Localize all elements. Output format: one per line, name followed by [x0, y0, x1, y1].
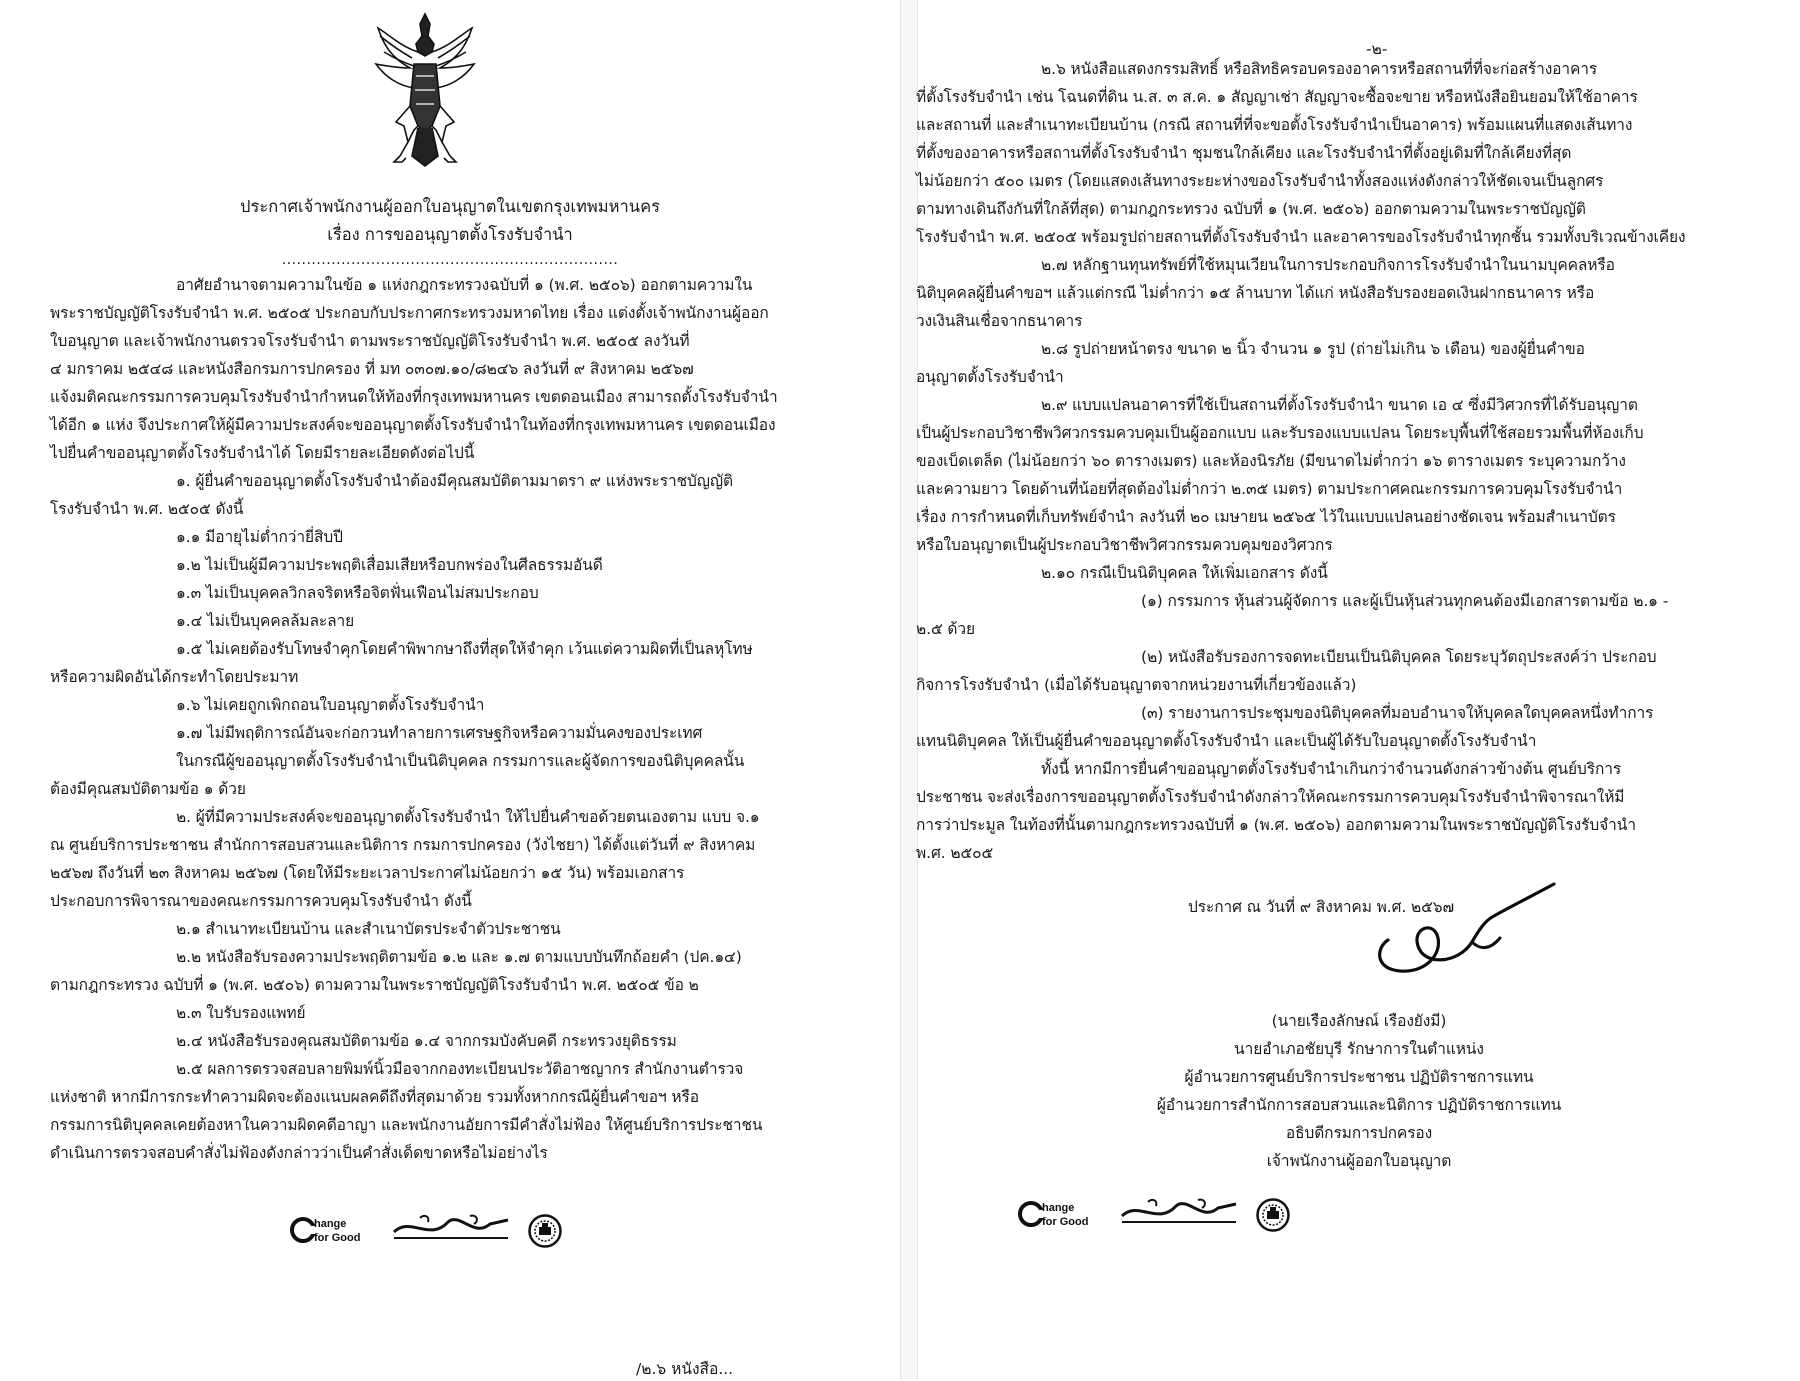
body-line: และความยาว โดยด้านที่น้อยที่สุดต้องไม่ต่ำกว่า ๒.๓๕ เมตร) ตามประกาศคณะกรรมการควบคุมโรงรับจำนำ	[916, 480, 1623, 498]
body-line: โรงรับจำนำ พ.ศ. ๒๕๐๕ พร้อมรูปถ่ายสถานที่ตั้งโรงรับจำนำ และอาคารของโรงรับจำนำทุกชั้น รวมทั้งบริเวณข้างเคียง	[916, 228, 1686, 246]
body-line: ๑.๓ ไม่เป็นบุคคลวิกลจริตหรือจิตฟั่นเฟือนไม่สมประกอบ	[176, 584, 539, 602]
body-line: (๑) กรรมการ หุ้นส่วนผู้จัดการ และผู้เป็นหุ้นส่วนทุกคนต้องมีเอกสารตามข้อ ๒.๑ -	[1141, 592, 1669, 610]
body-line: (๒) หนังสือรับรองการจดทะเบียนเป็นนิติบุคคล โดยระบุวัตถุประสงค์ว่า ประกอบ	[1141, 648, 1657, 666]
body-line: อาศัยอำนาจตามความในข้อ ๑ แห่งกฎกระทรวงฉบับที่ ๑ (พ.ศ. ๒๕๐๖) ออกตามความใน	[176, 276, 753, 294]
body-line: ได้อีก ๑ แห่ง จึงประกาศให้ผู้มีความประสงค์จะขออนุญาตตั้งโรงรับจำนำในท้องที่กรุงเทพมหานคร เขตดอนเมือง	[50, 416, 776, 434]
body-line: ๔ มกราคม ๒๕๔๘ และหนังสือกรมการปกครอง ที่ มท ๐๓๐๗.๑๐/๘๒๔๖ ลงวันที่ ๙ สิงหาคม ๒๕๖๗	[50, 360, 694, 378]
body-line: ๒.๕ ด้วย	[916, 620, 975, 638]
dopa-slogan-logo-icon	[1118, 1196, 1240, 1232]
body-line: แห่งชาติ หากมีการกระทำความผิดจะต้องแนบผลคดีถึงที่สุดมาด้วย รวมทั้งหากกรณีผู้ยื่นคำขอฯ หรือ	[50, 1088, 699, 1106]
body-line: ๒.๓ ใบรับรองแพทย์	[176, 1004, 306, 1022]
body-line: ๑.๗ ไม่มีพฤติการณ์อันจะก่อกวนทำลายการเศรษฐกิจหรือความมั่นคงของประเทศ	[176, 724, 703, 742]
garuda-emblem-icon	[370, 6, 480, 176]
logo-text-change: hange	[1042, 1202, 1075, 1214]
signer-position: เจ้าพนักงานผู้ออกใบอนุญาต	[1266, 1152, 1452, 1170]
signer-position: ผู้อำนวยการสำนักการสอบสวนและนิติการ ปฏิบัติราชการแทน	[1156, 1096, 1562, 1114]
dopa-seal-icon	[528, 1214, 562, 1248]
body-line: ตามทางเดินถึงกันที่ใกล้ที่สุด) ตามกฎกระทรวง ฉบับที่ ๑ (พ.ศ. ๒๕๐๖) ออกตามความในพระราชบัญญัติ	[916, 200, 1586, 218]
body-line: ๒.๑๐ กรณีเป็นนิติบุคคล ให้เพิ่มเอกสาร ดังนี้	[1041, 564, 1328, 582]
signer-position: อธิบดีกรมการปกครอง	[1285, 1124, 1433, 1142]
body-line: เป็นผู้ประกอบวิชาชีพวิศวกรรมควบคุมเป็นผู้ออกแบบ และรับรองแบบแปลน โดยระบุพื้นที่ใช้สอยรวมพื้นที่ห้องเก็บ	[916, 424, 1644, 442]
body-line: เรื่อง การกำหนดที่เก็บทรัพย์จำนำ ลงวันที่ ๒๐ เมษายน ๒๕๖๕ ไว้ในแบบแปลนอย่างชัดเจน พร้อมสำเนาบัตร	[916, 508, 1616, 526]
body-line: ประชาชน จะส่งเรื่องการขออนุญาตตั้งโรงรับจำนำดังกล่าวให้คณะกรรมการควบคุมโรงรับจำนำพิจารณาให้มี	[916, 788, 1625, 806]
announcement-date: ประกาศ ณ วันที่ ๙ สิงหาคม พ.ศ. ๒๕๖๗	[1188, 898, 1455, 916]
body-line: กรรมการนิติบุคคลเคยต้องหาในความผิดคดีอาญา และพนักงานอัยการมีคำสั่งไม่ฟ้อง ให้ศูนย์บริการประชาชน	[50, 1116, 763, 1134]
body-line: โรงรับจำนำ พ.ศ. ๒๕๐๕ ดังนี้	[50, 500, 244, 518]
change-for-good-logo-icon	[290, 1214, 378, 1246]
body-line: (๓) รายงานการประชุมของนิติบุคคลที่มอบอำนาจให้บุคคลใดบุคคลหนึ่งทำการ	[1141, 704, 1654, 722]
body-line: ๒.๕ ผลการตรวจสอบลายพิมพ์นิ้วมือจากกองทะเบียนประวัติอาชญากร สำนักงานตำรวจ	[176, 1060, 744, 1078]
body-line: การว่าประมูล ในท้องที่นั้นตามกฎกระทรวงฉบับที่ ๑ (พ.ศ. ๒๕๐๖) ออกตามความในพระราชบัญญัติโรงรับจำนำ	[916, 816, 1636, 834]
body-line: ๑.๒ ไม่เป็นผู้มีความประพฤติเสื่อมเสียหรือบกพร่องในศีลธรรมอันดี	[176, 556, 603, 574]
signature-icon	[1368, 880, 1558, 990]
announcement-title: ประกาศเจ้าพนักงานผู้ออกใบอนุญาตในเขตกรุงเทพมหานคร	[240, 197, 660, 216]
body-line: นิติบุคคลผู้ยื่นคำขอฯ แล้วแต่กรณี ไม่ต่ำกว่า ๑๕ ล้านบาท ได้แก่ หนังสือรับรองยอดเงินฝากธนาคาร หรือ	[916, 284, 1595, 302]
logo-text-for-good: for Good	[314, 1232, 361, 1244]
body-line: ๑.๕ ไม่เคยต้องรับโทษจำคุกโดยคำพิพากษาถึงที่สุดให้จำคุก เว้นแต่ความผิดที่เป็นลหุโทษ	[176, 640, 753, 658]
body-line: ตามกฎกระทรวง ฉบับที่ ๑ (พ.ศ. ๒๕๐๖) ตามความในพระราชบัญญัติโรงรับจำนำ พ.ศ. ๒๕๐๕ ข้อ ๒	[50, 976, 699, 994]
body-line: ๒.๗ หลักฐานทุนทรัพย์ที่ใช้หมุนเวียนในการประกอบกิจการโรงรับจำนำในนามบุคคลหรือ	[1041, 256, 1615, 274]
body-line: วงเงินสินเชื่อจากธนาคาร	[916, 312, 1083, 330]
body-line: กิจการโรงรับจำนำ (เมื่อได้รับอนุญาตจากหน่วยงานที่เกี่ยวข้องแล้ว)	[916, 676, 1357, 694]
logo-text-change: hange	[314, 1218, 347, 1230]
body-line: ของเบ็ดเตล็ด (ไม่น้อยกว่า ๖๐ ตารางเมตร) และห้องนิรภัย (มีขนาดไม่ต่ำกว่า ๑๖ ตารางเมตร ระบุความกว้าง	[916, 452, 1626, 470]
body-line: ประกอบการพิจารณาของคณะกรรมการควบคุมโรงรับจำนำ ดังนี้	[50, 892, 472, 910]
body-line: ๒.๔ หนังสือรับรองคุณสมบัติตามข้อ ๑.๔ จากกรมบังคับคดี กระทรวงยุติธรรม	[176, 1032, 677, 1050]
body-line: ๑. ผู้ยื่นคำขออนุญาตตั้งโรงรับจำนำต้องมีคุณสมบัติตามมาตรา ๙ แห่งพระราชบัญญัติ	[176, 472, 733, 490]
dopa-slogan-logo-icon	[390, 1212, 512, 1248]
body-line: ๒.๙ แบบแปลนอาคารที่ใช้เป็นสถานที่ตั้งโรงรับจำนำ ขนาด เอ ๔ ซึ่งมีวิศวกรที่ได้รับอนุญาต	[1041, 396, 1638, 414]
body-line: ไม่น้อยกว่า ๕๐๐ เมตร (โดยแสดงเส้นทางระยะห่างของโรงรับจำนำทั้งสองแห่งดังกล่าวให้ชัดเจนเป็นลูกศร	[916, 172, 1604, 190]
body-line: ๒.๑ สำเนาทะเบียนบ้าน และสำเนาบัตรประจำตัวประชาชน	[176, 920, 561, 938]
body-line: ๑.๑ มีอายุไม่ต่ำกว่ายี่สิบปี	[176, 528, 343, 546]
title-separator: ....................................................................	[281, 252, 619, 268]
body-line: ใบอนุญาต และเจ้าพนักงานตรวจโรงรับจำนำ ตามพระราชบัญญัติโรงรับจำนำ พ.ศ. ๒๕๐๕ ลงวันที่	[50, 332, 690, 350]
signer-position: ผู้อำนวยการศูนย์บริการประชาชน ปฏิบัติราชการแทน	[1184, 1068, 1534, 1086]
body-line: หรือใบอนุญาตเป็นผู้ประกอบวิชาชีพวิศวกรรมควบคุมของวิศวกร	[916, 536, 1333, 554]
continuation-marker: /๒.๖ หนังสือ...	[636, 1360, 734, 1378]
body-line: ดำเนินการตรวจสอบคำสั่งไม่ฟ้องดังกล่าวว่าเป็นคำสั่งเด็ดขาดหรือไม่อย่างไร	[50, 1144, 548, 1162]
body-line: หรือความผิดอันได้กระทำโดยประมาท	[50, 668, 299, 686]
body-line: ๒. ผู้ที่มีความประสงค์จะขออนุญาตตั้งโรงรับจำนำ ให้ไปยื่นคำขอด้วยตนเองตาม แบบ จ.๑	[176, 808, 760, 826]
body-line: อนุญาตตั้งโรงรับจำนำ	[916, 368, 1064, 386]
page-two	[918, 0, 1800, 1380]
body-line: พ.ศ. ๒๕๐๕	[916, 844, 994, 862]
body-line: ที่ตั้งของอาคารหรือสถานที่ตั้งโรงรับจำนำ ชุมชนใกล้เคียง และโรงรับจำนำที่ตั้งอยู่เดิมที่ใกล้เคียงที่สุด	[916, 144, 1572, 162]
body-line: ๑.๔ ไม่เป็นบุคคลล้มละลาย	[176, 612, 355, 630]
page-one	[0, 0, 900, 1380]
body-line: ที่ตั้งโรงรับจำนำ เช่น โฉนดที่ดิน น.ส. ๓ ส.ค. ๑ สัญญาเช่า สัญญาจะซื้อจะขาย หรือหนังสือยินยอมให้ใช้อาคาร	[916, 88, 1638, 106]
body-line: แจ้งมติคณะกรรมการควบคุมโรงรับจำนำกำหนดให้ท้องที่กรุงเทพมหานคร เขตดอนเมือง สามารถตั้งโรงรับจำนำ	[50, 388, 778, 406]
body-line: ๑.๖ ไม่เคยถูกเพิกถอนใบอนุญาตตั้งโรงรับจำนำ	[176, 696, 485, 714]
body-line: ๒.๖ หนังสือแสดงกรรมสิทธิ์ หรือสิทธิครอบครองอาคารหรือสถานที่ที่จะก่อสร้างอาคาร	[1041, 60, 1598, 78]
body-line: ๒๕๖๗ ถึงวันที่ ๒๓ สิงหาคม ๒๕๖๗ (โดยให้มีระยะเวลาประกาศไม่น้อยกว่า ๑๕ วัน) พร้อมเอกสาร	[50, 864, 685, 882]
footer-logos	[290, 1212, 570, 1248]
announcement-subject: เรื่อง การขออนุญาตตั้งโรงรับจำนำ	[327, 225, 573, 244]
body-line: ทั้งนี้ หากมีการยื่นคำขออนุญาตตั้งโรงรับจำนำเกินกว่าจำนวนดังกล่าวข้างต้น ศูนย์บริการ	[1041, 760, 1622, 778]
change-for-good-logo-icon	[1018, 1198, 1106, 1230]
signer-name: (นายเรืองลักษณ์ เรืองยังมี)	[1271, 1012, 1447, 1030]
body-line: ๒.๘ รูปถ่ายหน้าตรง ขนาด ๒ นิ้ว จำนวน ๑ รูป (ถ่ายไม่เกิน ๖ เดือน) ของผู้ยื่นคำขอ	[1041, 340, 1585, 358]
body-line: พระราชบัญญัติโรงรับจำนำ พ.ศ. ๒๕๐๕ ประกอบกับประกาศกระทรวงมหาดไทย เรื่อง แต่งตั้งเจ้าพนักงานผู้ออก	[50, 304, 769, 322]
logo-text-for-good: for Good	[1042, 1216, 1089, 1228]
body-line: ในกรณีผู้ขออนุญาตตั้งโรงรับจำนำเป็นนิติบุคคล กรรมการและผู้จัดการของนิติบุคคลนั้น	[176, 752, 745, 770]
page-number: -๒-	[1366, 40, 1388, 58]
body-line: ต้องมีคุณสมบัติตามข้อ ๑ ด้วย	[50, 780, 246, 798]
body-line: และสถานที่ และสำเนาทะเบียนบ้าน (กรณี สถานที่ที่จะขอตั้งโรงรับจำนำเป็นอาคาร) พร้อมแผนที่แสดงเส้นทาง	[916, 116, 1633, 134]
footer-logos	[1018, 1196, 1298, 1232]
body-line: ๒.๒ หนังสือรับรองความประพฤติตามข้อ ๑.๒ และ ๑.๗ ตามแบบบันทึกถ้อยคำ (ปค.๑๔)	[176, 948, 742, 966]
body-line: ไปยื่นคำขออนุญาตตั้งโรงรับจำนำได้ โดยมีรายละเอียดดังต่อไปนี้	[50, 444, 475, 462]
body-line: แทนนิติบุคคล ให้เป็นผู้ยื่นคำขออนุญาตตั้งโรงรับจำนำ และเป็นผู้ได้รับใบอนุญาตตั้งโรงรับจำนำ	[916, 732, 1537, 750]
dopa-seal-icon	[1256, 1198, 1290, 1232]
body-line: ณ ศูนย์บริการประชาชน สำนักการสอบสวนและนิติการ กรมการปกครอง (วังไชยา) ได้ตั้งแต่วันที่ ๙ สิงหาคม	[50, 836, 756, 854]
signer-position: นายอำเภอชัยบุรี รักษาการในตำแหน่ง	[1234, 1040, 1484, 1058]
